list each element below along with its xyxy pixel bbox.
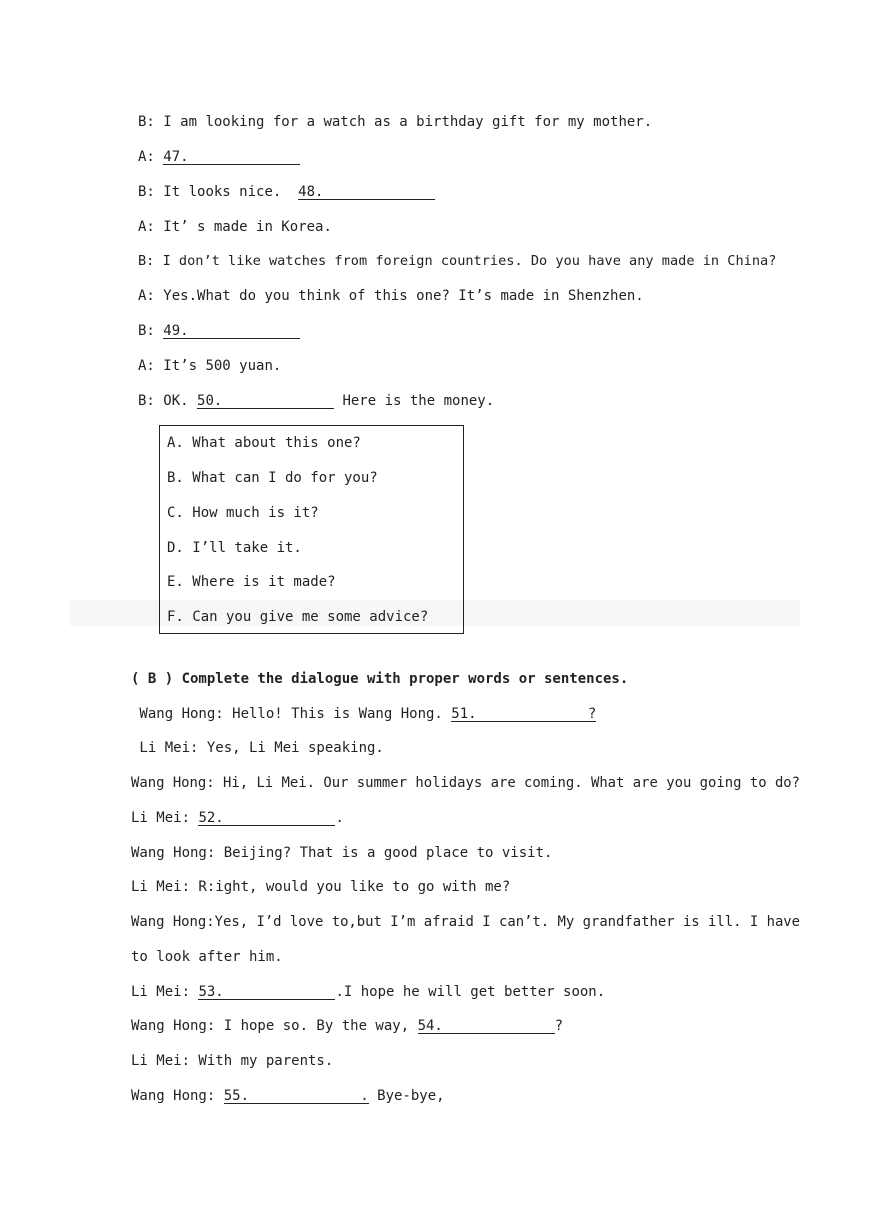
dialogue-line (131, 1017, 563, 1035)
speaker-label: B: (138, 184, 164, 200)
dialogue-line (138, 113, 652, 131)
answer-blank-47[interactable] (163, 148, 300, 165)
line-text: Wang Hong: I hope so. By the way, (131, 1018, 418, 1034)
option-d: D. I’ll take it. (167, 540, 302, 556)
line-text: Bye-bye, (368, 1088, 445, 1104)
dialogue-line (138, 252, 776, 270)
line-text: It’s 500 yuan. (163, 358, 282, 374)
answer-blank-48[interactable] (298, 183, 435, 200)
speaker-label: B: (138, 253, 163, 269)
dialogue-line (138, 218, 332, 236)
dialogue-line: Wang Hong: Beijing? That is a good place to visit. (131, 845, 553, 861)
line-text: Here is the money. (334, 393, 495, 409)
blank-number: 48. (298, 184, 324, 200)
answer-blank-53[interactable] (198, 983, 335, 1000)
dialogue-line (138, 322, 300, 340)
line-text: .I hope he will get better soon. (335, 984, 606, 1000)
line-text: I am looking for a watch as a birthday gift for my mother. (163, 114, 653, 130)
dialogue-line: Li Mei: Yes, Li Mei speaking. (131, 740, 384, 756)
blank-number: 49. (163, 323, 189, 339)
line-text: . (335, 810, 344, 826)
dialogue-line: Li Mei: With my parents. (131, 1053, 334, 1069)
blank-number: 52. (198, 810, 224, 826)
line-text: Yes.What do you think of this one? It’s made in Shenzhen. (163, 288, 644, 304)
dialogue-line (131, 705, 596, 723)
answer-blank-55[interactable] (224, 1087, 369, 1104)
option-b: B. What can I do for you? (167, 470, 378, 486)
option-e: E. Where is it made? (167, 574, 336, 590)
dialogue-line: to look after him. (131, 949, 283, 965)
dialogue-line (131, 809, 344, 827)
speaker-label: A: (138, 149, 164, 165)
answer-blank-50[interactable] (197, 392, 334, 409)
dialogue-line: Wang Hong:Yes, I’d love to,but I’m afraid I can’t. My grandfather is ill. I have (131, 914, 801, 930)
speaker-label: A: (138, 288, 164, 304)
dialogue-line: Li Mei: R:ight, would you like to go with me? (131, 879, 511, 895)
blank-tail: . (360, 1088, 369, 1104)
dialogue-line: Wang Hong: Hi, Li Mei. Our summer holidays are coming. What are you going to do? (131, 775, 801, 791)
answer-blank-51[interactable] (451, 705, 596, 722)
line-text: Li Mei: (131, 810, 199, 826)
option-a: A. What about this one? (167, 435, 361, 451)
line-text: Wang Hong: Hello! This is Wang Hong. (131, 706, 452, 722)
dialogue-line (138, 148, 300, 166)
speaker-label: B: (138, 393, 164, 409)
dialogue-line (138, 357, 281, 375)
line-text: It’ s made in Korea. (163, 219, 332, 235)
answer-blank-49[interactable] (163, 322, 300, 339)
line-text: It looks nice. (163, 184, 299, 200)
blank-number: 55. (223, 1088, 250, 1104)
answer-blank-54[interactable] (418, 1017, 555, 1034)
line-text: Wang Hong: (131, 1088, 224, 1104)
dialogue-line (131, 983, 605, 1001)
line-text: Li Mei: (131, 984, 199, 1000)
dialogue-line (138, 183, 435, 201)
blank-number: 51. (451, 706, 477, 722)
dialogue-line (131, 1087, 445, 1105)
options-box (159, 425, 464, 634)
blank-number: 53. (198, 984, 224, 1000)
dialogue-line (138, 287, 644, 305)
blank-number: 50. (197, 393, 223, 409)
speaker-label: A: (138, 219, 164, 235)
section-b-heading: ( B ) Complete the dialogue with proper words or sentences. (131, 671, 629, 687)
speaker-label: A: (138, 358, 164, 374)
blank-number: 47. (163, 149, 189, 165)
answer-blank-52[interactable] (198, 809, 335, 826)
blank-number: 54. (417, 1018, 443, 1034)
line-text: ? (554, 1018, 564, 1034)
speaker-label: B: (138, 114, 164, 130)
line-text: OK. (163, 393, 198, 409)
option-f: F. Can you give me some advice? (167, 609, 429, 625)
dialogue-line (138, 392, 494, 410)
speaker-label: B: (138, 323, 164, 339)
line-text: I don’t like watches from foreign countries. Do you have any made in China? (162, 253, 777, 269)
option-c: C. How much is it? (167, 505, 319, 521)
blank-tail: ? (587, 706, 597, 722)
